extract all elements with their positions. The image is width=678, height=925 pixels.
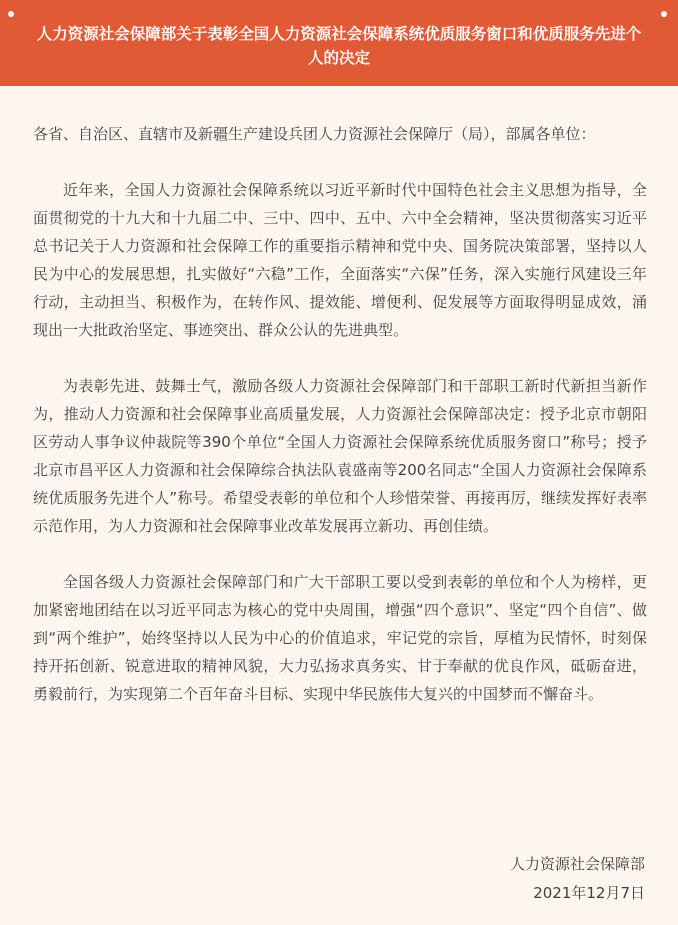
salutation: 各省、自治区、直辖市及新疆生产建设兵团人力资源社会保障厅（局），部属各单位： bbox=[33, 125, 596, 143]
paragraph-3: 全国各级人力资源社会保障部门和广大干部职工要以受到表彰的单位和个人为榜样，更加紧密地团结在以习近平同志为核心的党中央周围，增强“四个意识”、坚定“四个自信”、做到“两个维护”，始终坚持以人民为中心的价值追求，牢记党的宗旨，厚植为民情怀，时刻保持开拓创新、锐意进取的精神风貌，大力弘扬求真务实、甘于奉献的优良作风，砥砺奋进，勇毅前行，为实现第二个百年奋斗目标、实现中华民族伟大复兴的中国梦而不懈奋斗。 bbox=[33, 573, 647, 703]
issuer-name: 人力资源社会保障部 bbox=[509, 855, 645, 873]
banner-dot-left bbox=[8, 11, 14, 17]
document-title: 人力资源社会保障部关于表彰全国人力资源社会保障系统优质服务窗口和优质服务先进个人的决定 bbox=[36, 25, 642, 67]
document-body bbox=[33, 120, 647, 708]
paragraph-2: 为表彰先进、鼓舞士气，激励各级人力资源社会保障部门和干部职工新时代新担当新作为，推动人力资源和社会保障事业高质量发展，人力资源社会保障部决定：授予北京市朝阳区劳动人事争议仲裁院等390个单位“全国人力资源社会保障系统优质服务窗口”称号；授予北京市昌平区人力资源和社会保障综合执法队袁盛南等200名同志“全国人力资源社会保障系统优质服务先进个人”称号。希望受表彰的单位和个人珍惜荣誉、再接再厉，继续发挥好表率示范作用，为人力资源和社会保障事业改革发展再立新功、再创佳绩。 bbox=[33, 377, 647, 535]
banner-dot-right bbox=[661, 11, 667, 17]
signature-block bbox=[33, 850, 645, 908]
paragraph-1: 近年来，全国人力资源社会保障系统以习近平新时代中国特色社会主义思想为指导，全面贯彻党的十九大和十九届二中、三中、四中、五中、六中全会精神，坚决贯彻落实习近平总书记关于人力资源和社会保障工作的重要指示精神和党中央、国务院决策部署，坚持以人民为中心的发展思想，扎实做好“六稳”工作，全面落实“六保”任务，深入实施行风建设三年行动，主动担当、积极作为，在转作风、提效能、增便利、促发展等方面取得明显成效，涌现出一大批政治坚定、事迹突出、群众公认的先进典型。 bbox=[33, 181, 647, 339]
issue-date: 2021年12月7日 bbox=[533, 884, 645, 902]
title-banner bbox=[0, 0, 678, 86]
